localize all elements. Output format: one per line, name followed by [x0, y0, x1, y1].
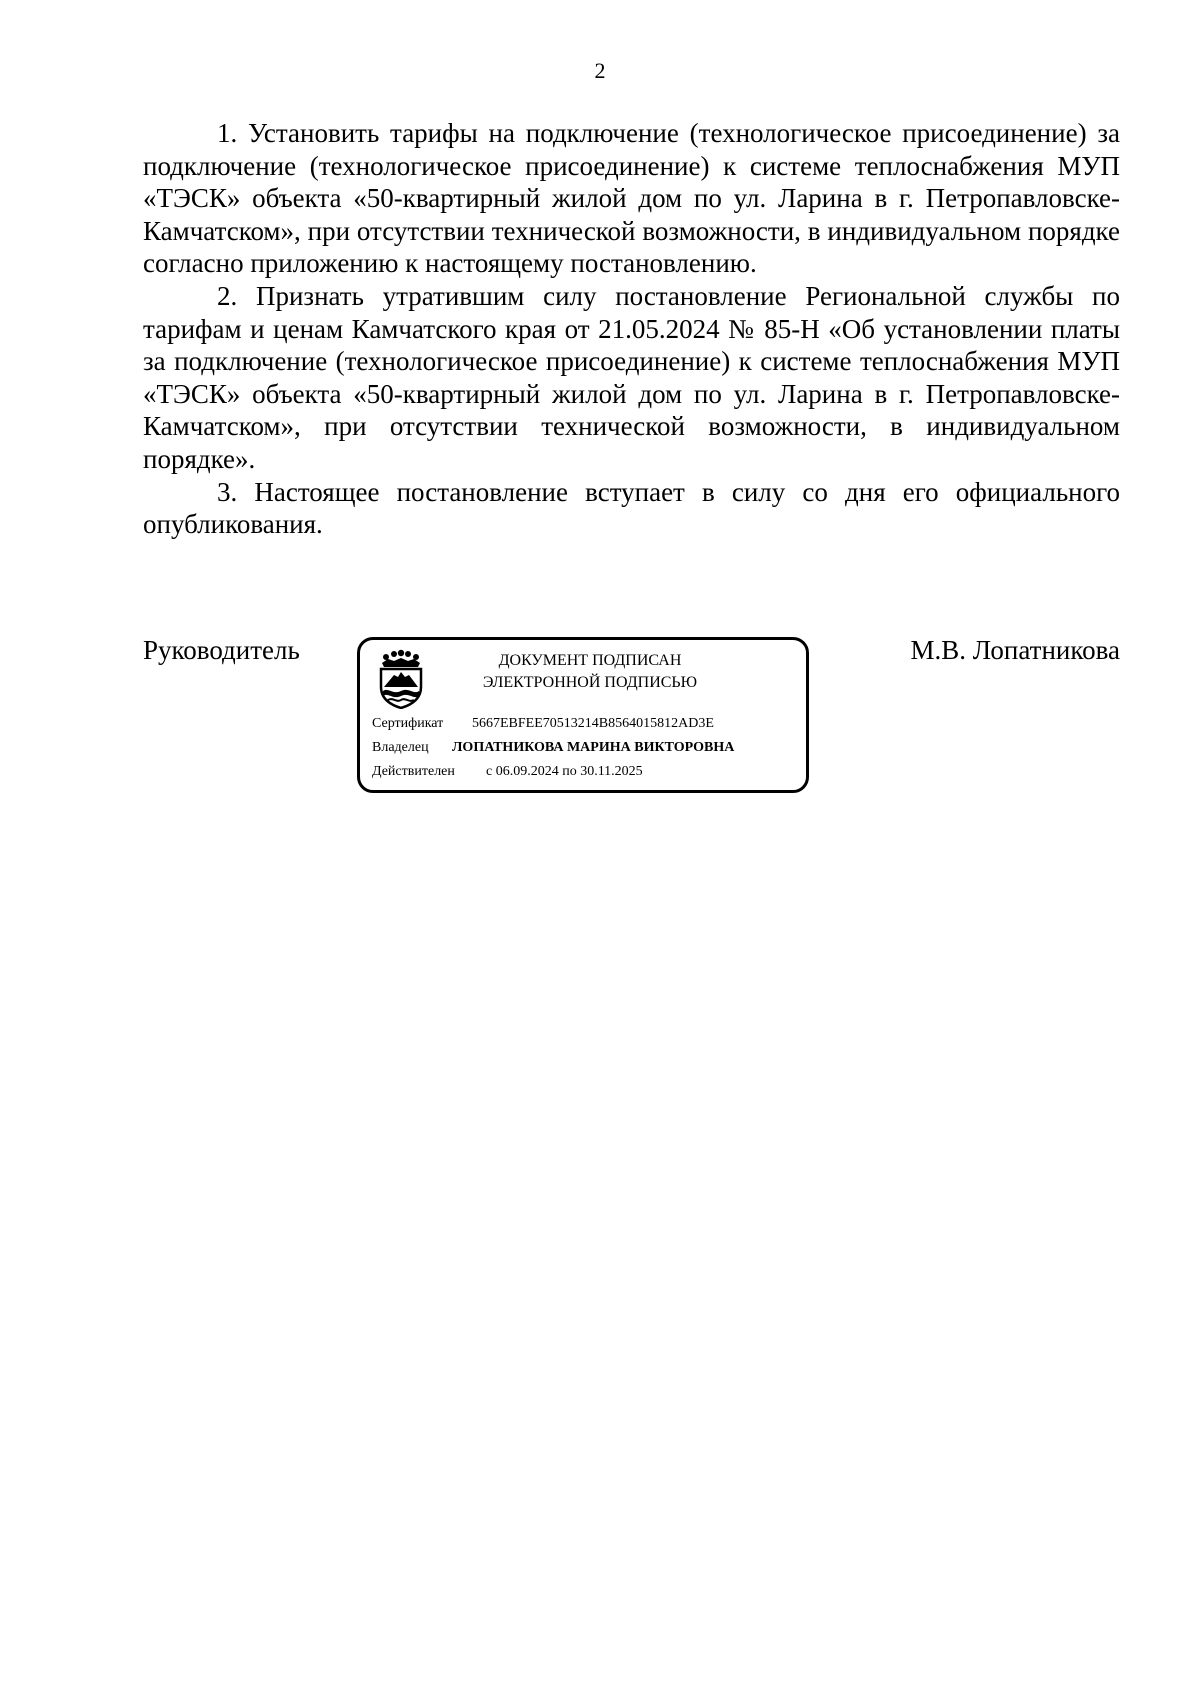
stamp-owner-row [372, 739, 734, 757]
stamp-header-line-1: ДОКУМЕНТ ПОДПИСАН [498, 652, 682, 669]
stamp-header-line-2: ЭЛЕКТРОННОЙ ПОДПИСЬЮ [482, 674, 698, 691]
stamp-header [450, 650, 730, 694]
valid-value: с 06.09.2024 по 30.11.2025 [486, 764, 643, 779]
paragraph-1: 1. Установить тарифы на подключение (технологическое присоединение) за подключение (технологическое присоединение) к системе теплоснабжения МУП «ТЭСК» объекта «50-квартирный жилой дом по ул. Ларина в г. Петропавловске-Камчатском», при отсутствии технической возможности, в индивидуальном порядке согласно приложению к настоящему постановлению. [143, 118, 1120, 279]
stamp-certificate-row [372, 715, 714, 733]
document-body [143, 117, 1120, 541]
page-number: 2 [594, 58, 606, 83]
owner-label: Владелец [372, 740, 429, 755]
signature-block [143, 634, 1120, 804]
electronic-signature-stamp [357, 637, 809, 793]
paragraph-2: 2. Признать утратившим силу постановление Региональной службы по тарифам и ценам Камчатского края от 21.05.2024 № 85-Н «Об установлении платы за подключение (технологическое присоединение) к системе теплоснабжения МУП «ТЭСК» объекта «50-квартирный жилой дом по ул. Ларина в г. Петропавловске-Камчатском», при отсутствии технической возможности, в индивидуальном порядке». [143, 280, 1120, 474]
signatory-name: М.В. Лопатникова [910, 635, 1120, 665]
paragraph-3: 3. Настоящее постановление вступает в силу со дня его официального опубликования. [143, 476, 1120, 540]
certificate-value: 5667EBFEE70513214B8564015812AD3E [472, 716, 714, 731]
owner-value: ЛОПАТНИКОВА МАРИНА ВИКТОРОВНА [452, 740, 735, 755]
kamchatka-coat-of-arms-icon [374, 649, 428, 709]
valid-label: Действителен [372, 764, 455, 779]
stamp-validity-row [372, 763, 643, 781]
signatory-role: Руководитель [143, 635, 300, 665]
certificate-label: Сертификат [372, 716, 444, 731]
